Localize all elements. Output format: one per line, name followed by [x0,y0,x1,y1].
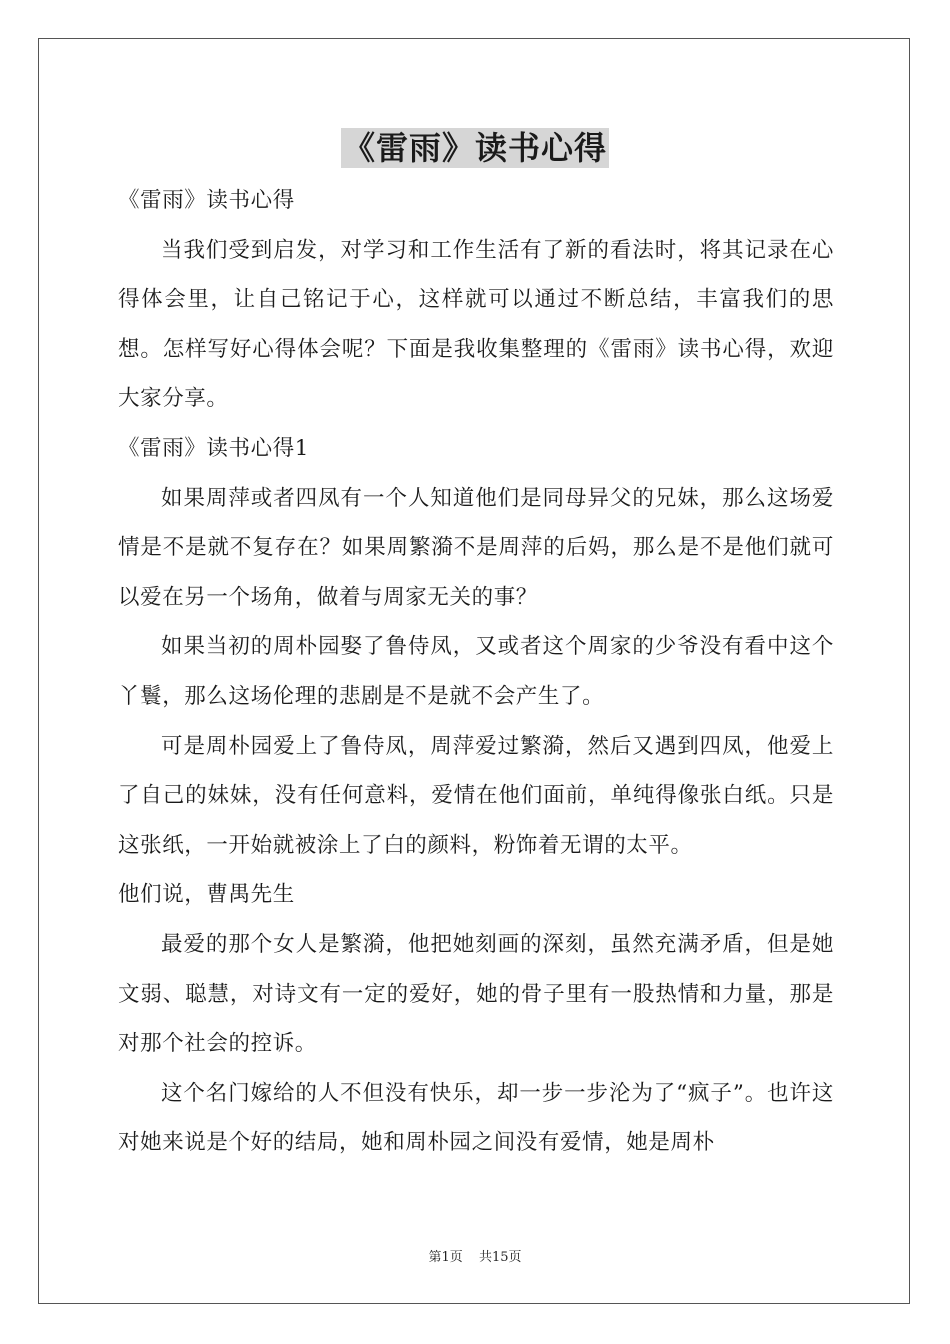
paragraph: 当我们受到启发，对学习和工作生活有了新的看法时，将其记录在心得体会里，让自己铭记于心，这样就可以通过不断总结，丰富我们的思想。怎样写好心得体会呢？下面是我收集整理的《雷雨》读书心得，欢迎大家分享。 [118,237,834,412]
title-container [0,128,950,168]
page-number: 第1页 [428,1250,463,1265]
paragraph: 可是周朴园爱上了鲁侍凤，周萍爱过繁漪，然后又遇到四凤，他爱上了自己的妹妹，没有任何意料，爱情在他们面前，单纯得像张白纸。只是这张纸，一开始就被涂上了白的颜料，粉饰着无谓的太平。 [118,733,834,858]
page-footer [0,1246,950,1265]
page-total: 共15页 [478,1250,522,1265]
paragraph: 最爱的那个女人是繁漪，他把她刻画的深刻，虽然充满矛盾，但是她文弱、聪慧，对诗文有一定的爱好，她的骨子里有一股热情和力量，那是对那个社会的控诉。 [118,931,834,1057]
document-body [118,176,834,1168]
paragraph: 如果当初的周朴园娶了鲁侍凤，又或者这个周家的少爷没有看中这个丫鬟，那么这场伦理的悲剧是不是就不会产生了。 [118,634,834,709]
document-title: 《雷雨》读书心得 [342,129,607,167]
paragraph: 如果周萍或者四凤有一个人知道他们是同母异父的兄妹，那么这场爱情是不是就不复存在？如果周繁漪不是周萍的后妈，那么是不是他们就可以爱在另一个场角，做着与周家无关的事？ [118,485,834,610]
paragraph: 他们说，曹禺先生 [118,882,295,908]
paragraph: 《雷雨》读书心得 [118,188,295,213]
section-heading: 《雷雨》读书心得1 [118,435,310,461]
paragraph: 这个名门嫁给的人不但没有快乐，却一步一步沦为了“疯子”。也许这对她来说是个好的结局，她和周朴园之间没有爱情，她是周朴 [118,1080,834,1156]
